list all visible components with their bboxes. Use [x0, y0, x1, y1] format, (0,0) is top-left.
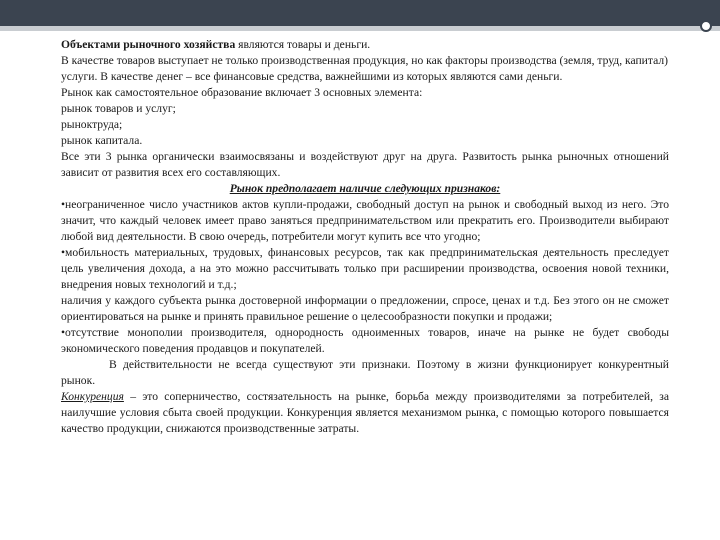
slide-header-bar — [0, 0, 720, 26]
sign-item: •неограниченное число участников актов купли-продажи, свободный доступ на рынок и свободный выход из него. Это значит, что каждый человек имеет право заняться предпринимательством или прекратить его. Производители выбирают любой вид деятельности. В свою очередь, потребители могут купить все что угодно; — [61, 198, 669, 243]
slide-header-circle-ornament — [700, 20, 712, 32]
sign-item: •отсутствие монополии производителя, однородность одноименных товаров, иначе на рынке не будет свободы экономического поведения продавцов и покупателей. — [61, 326, 669, 355]
sign-item: •мобильность материальных, трудовых, финансовых ресурсов, так как предпринимательская деятельность преследует цель увеличения дохода, а на это можно рассчитывать только при расширении производства, освоения новой техники, внедрения новых технологий и т.д.; — [61, 246, 669, 291]
competition-definition: – это соперничество, состязательность на рынке, борьба между производителями за потребителей, за наилучшие условия сбыта своей продукции. Конкуренция является механизмом рынка, с помощью которого повышается качество продукции, снижаются производственные затраты. — [61, 390, 669, 435]
market-element-item: рынок товаров и услуг; — [61, 102, 176, 115]
intro-bold-term: Объектами рыночного хозяйства — [61, 38, 236, 51]
sign-item: наличия у каждого субъекта рынка достоверной информации о предложении, спросе, ценах и т.д. Без этого он не сможет ориентироваться на рынке и принять правильное решение о целесообразности покупки и продажи; — [61, 294, 669, 323]
signs-heading: Рынок предполагает наличие следующих признаков: — [229, 182, 501, 195]
market-elements-intro: Рынок как самостоятельное образование включает 3 основных элемента: — [61, 86, 423, 99]
reality-paragraph: В действительности не всегда существуют эти признаки. Поэтому в жизни функционирует конкурентный рынок. — [61, 358, 669, 387]
intro-paragraph — [61, 37, 669, 53]
interrelation-paragraph: Все эти 3 рынка органически взаимосвязаны и воздействуют друг на друга. Развитость рынка рыночных отношений зависит от развития всех его составляющих. — [61, 150, 669, 179]
slide-header-divider — [0, 26, 720, 31]
slide-body — [61, 37, 669, 437]
competition-paragraph — [61, 389, 669, 437]
competition-term: Конкуренция — [61, 390, 124, 403]
market-element-item: рыноктруда; — [61, 118, 123, 131]
market-element-item: рынок капитала. — [61, 134, 143, 147]
goods-paragraph: В качестве товаров выступает не только производственная продукция, но как факторы производства (земля, труд, капитал) услуги. В качестве денег – все финансовые средства, важнейшими из которых являются сами деньги. — [61, 54, 668, 83]
intro-rest: являются товары и деньги. — [235, 38, 371, 51]
